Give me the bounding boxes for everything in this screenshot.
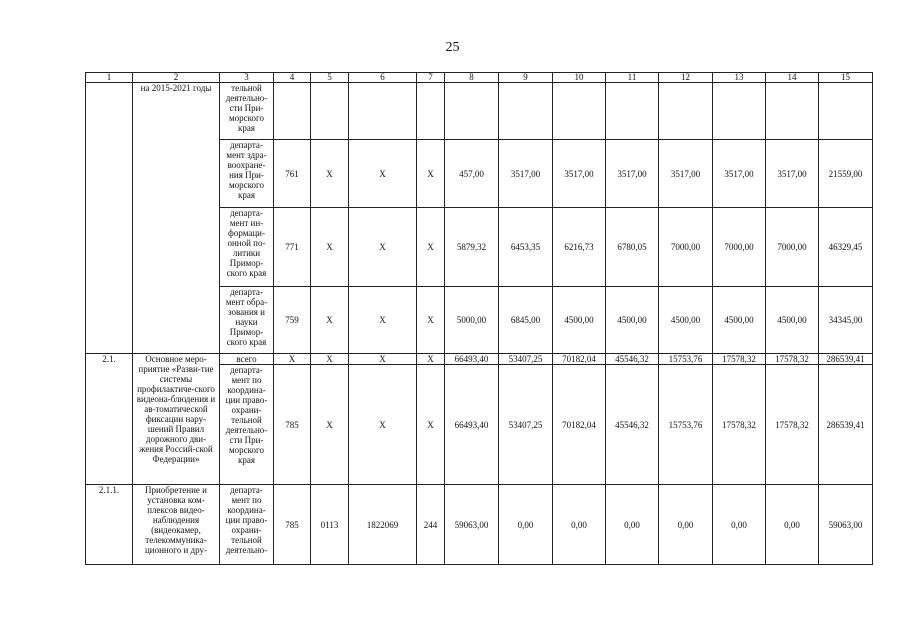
header-cell: 3 bbox=[220, 73, 274, 83]
header-row bbox=[86, 73, 873, 83]
value-cell: 5000,00 bbox=[445, 287, 499, 354]
value-cell: 6780,05 bbox=[606, 208, 659, 287]
value-cell: 45546,32 bbox=[606, 354, 659, 365]
value-cell: 45546,32 bbox=[606, 365, 659, 485]
value-cell: Х bbox=[311, 208, 349, 287]
header-cell: 7 bbox=[417, 73, 445, 83]
value-cell: Х bbox=[349, 365, 417, 485]
value-cell: Х bbox=[417, 365, 445, 485]
value-cell: 17578,32 bbox=[713, 354, 766, 365]
header-cell: 8 bbox=[445, 73, 499, 83]
page-number: 25 bbox=[445, 40, 460, 55]
executor-cell: всего bbox=[220, 354, 274, 365]
value-cell bbox=[766, 83, 819, 140]
table-row bbox=[86, 354, 873, 365]
value-cell: 70182,04 bbox=[553, 365, 606, 485]
value-cell bbox=[274, 83, 311, 140]
value-cell: 4500,00 bbox=[766, 287, 819, 354]
header-cell: 9 bbox=[499, 73, 553, 83]
value-cell: 66493,40 bbox=[445, 354, 499, 365]
value-cell: 17578,32 bbox=[766, 354, 819, 365]
value-cell: 3517,00 bbox=[499, 140, 553, 208]
value-cell: Х bbox=[274, 354, 311, 365]
header-cell: 13 bbox=[713, 73, 766, 83]
value-cell: 6453,35 bbox=[499, 208, 553, 287]
value-cell bbox=[417, 83, 445, 140]
header-cell: 11 bbox=[606, 73, 659, 83]
value-cell: Х bbox=[311, 287, 349, 354]
value-cell: 4500,00 bbox=[659, 287, 713, 354]
value-cell: 7000,00 bbox=[766, 208, 819, 287]
value-cell: 4500,00 bbox=[606, 287, 659, 354]
value-cell bbox=[445, 83, 499, 140]
activity-name-cell: Основное меро-приятие «Разви-тие системы профилактиче-ского видеона-блюдения и ав-томатической фиксации нару-шений Правил дорожного дви-жения Россий-ской Федерации» bbox=[133, 354, 220, 485]
value-cell: Х bbox=[349, 287, 417, 354]
value-cell: 7000,00 bbox=[659, 208, 713, 287]
value-cell: 3517,00 bbox=[713, 140, 766, 208]
value-cell: Х bbox=[311, 365, 349, 485]
executor-cell: департа-мент по координа-ции право-охрани-тельной деятельно-сти При-морского края bbox=[220, 365, 274, 485]
value-cell bbox=[606, 83, 659, 140]
value-cell: 3517,00 bbox=[766, 140, 819, 208]
value-cell: 3517,00 bbox=[659, 140, 713, 208]
value-cell: 70182,04 bbox=[553, 354, 606, 365]
header-cell: 1 bbox=[86, 73, 133, 83]
value-cell: 6845,00 bbox=[499, 287, 553, 354]
header-cell: 10 bbox=[553, 73, 606, 83]
table-row bbox=[86, 485, 873, 565]
value-cell bbox=[713, 83, 766, 140]
value-cell: 1822069 bbox=[349, 485, 417, 565]
header-cell: 6 bbox=[349, 73, 417, 83]
budget-table bbox=[85, 72, 873, 565]
value-cell: 286539,41 bbox=[819, 354, 873, 365]
value-cell: 457,00 bbox=[445, 140, 499, 208]
value-cell: 3517,00 bbox=[606, 140, 659, 208]
value-cell: 785 bbox=[274, 365, 311, 485]
value-cell: 15753,76 bbox=[659, 354, 713, 365]
value-cell: 759 bbox=[274, 287, 311, 354]
value-cell: 785 bbox=[274, 485, 311, 565]
value-cell: Х bbox=[417, 287, 445, 354]
value-cell: 286539,41 bbox=[819, 365, 873, 485]
value-cell: 5879,32 bbox=[445, 208, 499, 287]
header-cell: 12 bbox=[659, 73, 713, 83]
executor-cell: тельной деятельно-сти При-морского края bbox=[220, 83, 274, 140]
value-cell: 59063,00 bbox=[445, 485, 499, 565]
table-row bbox=[86, 83, 873, 140]
value-cell bbox=[819, 83, 873, 140]
value-cell: Х bbox=[417, 208, 445, 287]
header-cell: 5 bbox=[311, 73, 349, 83]
value-cell: 0,00 bbox=[766, 485, 819, 565]
value-cell: 4500,00 bbox=[553, 287, 606, 354]
value-cell: Х bbox=[417, 140, 445, 208]
value-cell: 6216,73 bbox=[553, 208, 606, 287]
value-cell: 0,00 bbox=[659, 485, 713, 565]
value-cell: 771 bbox=[274, 208, 311, 287]
value-cell: 761 bbox=[274, 140, 311, 208]
value-cell: 244 bbox=[417, 485, 445, 565]
value-cell: 0,00 bbox=[553, 485, 606, 565]
header-cell: 4 bbox=[274, 73, 311, 83]
value-cell bbox=[553, 83, 606, 140]
value-cell: 17578,32 bbox=[766, 365, 819, 485]
value-cell bbox=[659, 83, 713, 140]
value-cell: 17578,32 bbox=[713, 365, 766, 485]
value-cell bbox=[311, 83, 349, 140]
value-cell: 4500,00 bbox=[713, 287, 766, 354]
value-cell: Х bbox=[417, 354, 445, 365]
executor-cell: департа-мент ин-формаци-онной по-литики Примор-ского края bbox=[220, 208, 274, 287]
program-name-cell: на 2015-2021 годы bbox=[133, 83, 220, 354]
value-cell: 53407,25 bbox=[499, 365, 553, 485]
value-cell: 53407,25 bbox=[499, 354, 553, 365]
activity-name-cell: Приобретение и установка ком-плексов видео-наблюдения (видеокамер, телекоммуника-ционного и дру- bbox=[133, 485, 220, 565]
value-cell: 0,00 bbox=[499, 485, 553, 565]
value-cell: 66493,40 bbox=[445, 365, 499, 485]
header-cell: 14 bbox=[766, 73, 819, 83]
header-cell: 15 bbox=[819, 73, 873, 83]
value-cell: 15753,76 bbox=[659, 365, 713, 485]
value-cell: 21559,00 bbox=[819, 140, 873, 208]
value-cell: Х bbox=[349, 354, 417, 365]
value-cell: 0,00 bbox=[606, 485, 659, 565]
executor-cell: департа-мент обра-зования и науки Примор-ского края bbox=[220, 287, 274, 354]
value-cell bbox=[349, 83, 417, 140]
value-cell: 7000,00 bbox=[713, 208, 766, 287]
value-cell: 46329,45 bbox=[819, 208, 873, 287]
value-cell: Х bbox=[311, 354, 349, 365]
value-cell: Х bbox=[349, 140, 417, 208]
value-cell: 3517,00 bbox=[553, 140, 606, 208]
value-cell: Х bbox=[349, 208, 417, 287]
row-number-cell bbox=[86, 83, 133, 354]
value-cell: 34345,00 bbox=[819, 287, 873, 354]
executor-cell: департа-мент по координа-ции право-охрани-тельной деятельно- bbox=[220, 485, 274, 565]
value-cell bbox=[499, 83, 553, 140]
header-cell: 2 bbox=[133, 73, 220, 83]
value-cell: Х bbox=[311, 140, 349, 208]
value-cell: 0,00 bbox=[713, 485, 766, 565]
executor-cell: департа-мент здра-воохране-ния При-морского края bbox=[220, 140, 274, 208]
row-number-cell: 2.1. bbox=[86, 354, 133, 485]
value-cell: 0113 bbox=[311, 485, 349, 565]
row-number-cell: 2.1.1. bbox=[86, 485, 133, 565]
value-cell: 59063,00 bbox=[819, 485, 873, 565]
